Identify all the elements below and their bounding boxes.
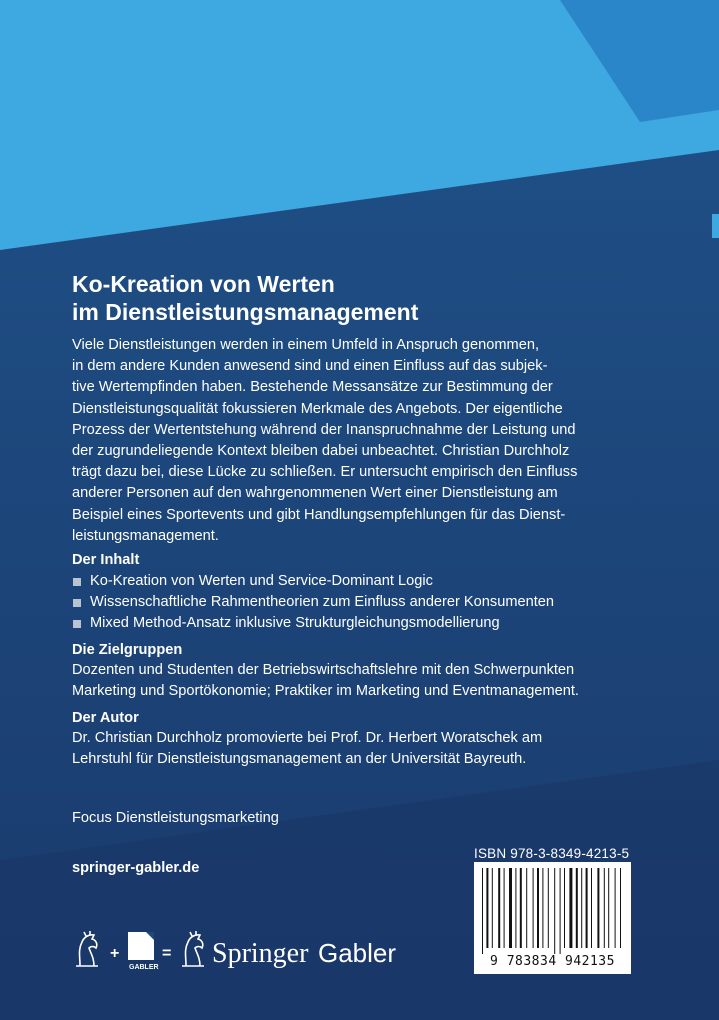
title-line-1: Ko-Kreation von Werten <box>72 271 335 297</box>
springer-horse-icon <box>76 931 98 966</box>
barcode-bar <box>542 868 543 948</box>
gabler-small-label: GABLER <box>129 964 159 971</box>
barcode-bar <box>515 868 516 948</box>
audience-line: Marketing und Sportökonomie; Praktiker im Marketing und Eventmanagement. <box>72 683 579 699</box>
bullet-square-icon <box>73 578 81 586</box>
intro-line: anderer Personen auf den wahrgenommenen Wert einer Dienstleistung am <box>72 485 558 502</box>
intro-line: Prozess der Wertentstehung während der Inanspruchnahme der Leistung und <box>72 421 576 438</box>
barcode-bar <box>504 868 505 948</box>
barcode-bar <box>533 868 534 948</box>
audience-text <box>72 660 662 702</box>
barcode-bar <box>486 868 488 948</box>
list-item-text: Wissenschaftliche Rahmentheorien zum Einfluss anderer Konsumenten <box>90 594 554 610</box>
intro-line: tive Wertempfinden haben. Bestehende Messansätze zur Bestimmung der <box>72 379 553 396</box>
barcode-bar <box>586 868 588 948</box>
barcode-bar <box>576 868 578 948</box>
gabler-logo-icon <box>128 932 159 971</box>
barcode-bar <box>564 868 565 948</box>
barcode-bar <box>604 868 605 948</box>
author-line: Dr. Christian Durchholz promovierte bei Prof. Dr. Herbert Woratschek am <box>72 730 543 746</box>
barcode-bar <box>520 868 522 948</box>
barcode-bar <box>560 868 561 954</box>
logo-equals: = <box>162 945 172 962</box>
barcode-bar <box>591 868 592 948</box>
intro-text <box>72 335 652 547</box>
list-item-text: Ko-Kreation von Werten und Service-Dominant Logic <box>90 573 433 589</box>
author-line: Lehrstuhl für Dienstleistungsmanagement an der Universität Bayreuth. <box>72 751 527 767</box>
barcode-bar <box>608 868 609 948</box>
barcode-bar <box>597 868 599 948</box>
audience-line: Dozenten und Studenten der Betriebswirtschaftslehre mit den Schwerpunkten <box>72 662 575 678</box>
bullet-square-icon <box>73 620 81 628</box>
audience-heading: Die Zielgruppen <box>72 642 183 658</box>
spine-marker <box>712 214 719 238</box>
gabler-wordmark: Gabler <box>318 938 397 968</box>
barcode-bar <box>537 868 539 948</box>
author-heading: Der Autor <box>72 710 139 726</box>
barcode-bar <box>615 868 616 948</box>
series-name: Focus Dienstleistungsmarketing <box>72 810 279 826</box>
list-item <box>72 613 672 634</box>
title-line-2: im Dienstleistungsmanagement <box>72 299 419 325</box>
barcode-bar <box>548 868 549 948</box>
barcode-bar <box>620 868 621 948</box>
springer-horse-icon <box>182 931 204 966</box>
springer-wordmark: Springer <box>212 938 309 969</box>
intro-line: in dem andere Kunden anwesend sind und einen Einfluss auf das subjek- <box>72 358 548 375</box>
intro-line: Dienstleistungsqualität fokussieren Merkmale des Angebots. Der eigentliche <box>72 400 563 417</box>
barcode <box>474 862 631 974</box>
author-text <box>72 728 662 770</box>
contents-heading: Der Inhalt <box>72 552 140 568</box>
list-item <box>72 592 672 613</box>
publisher-logo-row <box>72 928 402 972</box>
barcode-bar <box>569 868 572 948</box>
barcode-digits: 9 783834 942135 <box>490 954 615 969</box>
intro-line: Beispiel eines Sportevents und gibt Handlungsempfehlungen für das Dienst- <box>72 506 566 523</box>
intro-line: Viele Dienstleistungen werden in einem Umfeld in Anspruch genommen, <box>72 337 539 353</box>
book-title <box>72 270 672 326</box>
isbn-label: ISBN 978-3-8349-4213-5 <box>474 846 630 861</box>
barcode-bars <box>474 862 631 954</box>
barcode-bar <box>581 868 582 948</box>
list-item-text: Mixed Method-Ansatz inklusive Strukturgleichungsmodellierung <box>90 615 500 631</box>
list-item <box>72 571 672 592</box>
publisher-website[interactable]: springer-gabler.de <box>72 860 200 876</box>
intro-line: trägt dazu bei, diese Lücke zu schließen. Er untersucht empirisch den Einfluss <box>72 464 578 481</box>
intro-line: leistungsmanagement. <box>72 527 219 544</box>
contents-list <box>72 571 672 634</box>
intro-line: der zugrundeliegende Kontext bleiben dabei unbeachtet. Christian Durchholz <box>72 443 570 460</box>
bullet-square-icon <box>73 599 81 607</box>
barcode-bar <box>482 868 483 954</box>
logo-plus: + <box>110 945 120 962</box>
barcode-bar <box>492 868 493 948</box>
barcode-bar <box>509 868 512 948</box>
barcode-bar <box>498 868 500 948</box>
barcode-bar <box>554 868 555 954</box>
barcode-bar <box>526 868 527 948</box>
